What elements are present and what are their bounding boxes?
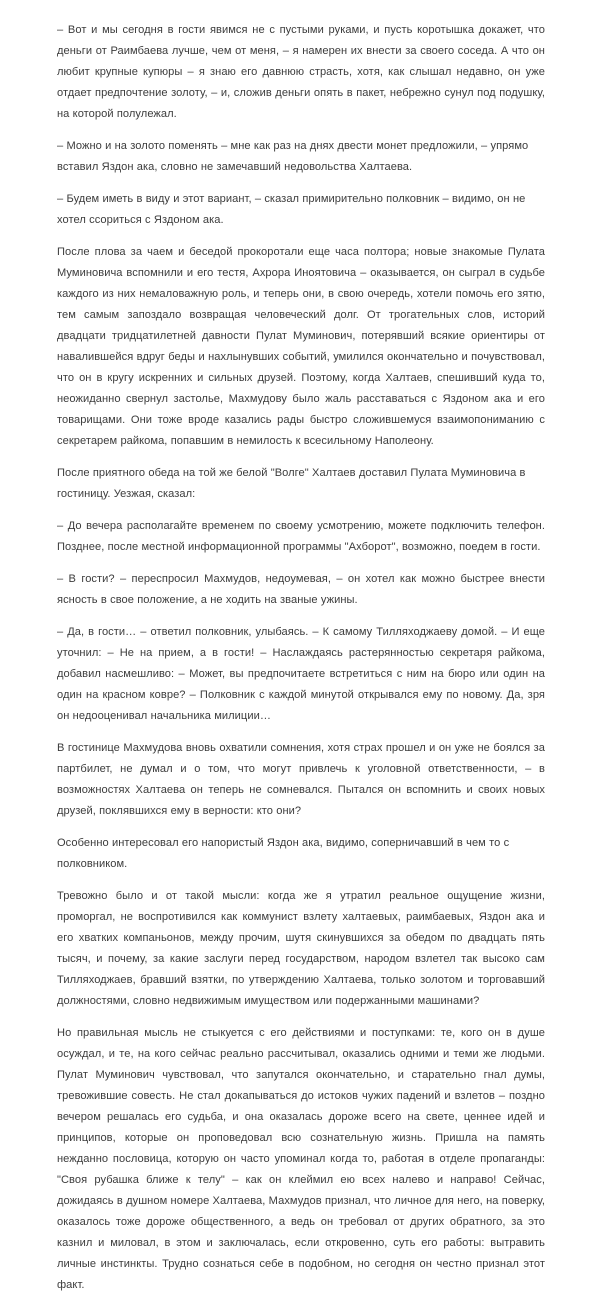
paragraph-8: – Да, в гости… – ответил полковник, улыбаясь. – К самому Тилляходжаеву домой. – И еще уточнил: – Не на прием, а в гости! – Наслаждаясь растерянностью секретаря райкома, добавил насмешливо: – Может, вы предпочитаете встретиться с ним на бюро или один на один на красном ковре? – Полковник с каждой минутой открывался ему по новому. Да, зря он недооценивал начальника милиции… [57,626,545,722]
paragraph-6: – До вечера располагайте временем по своему усмотрению, можете подключить телефон. Позднее, после местной информационной программы "Ахборот", возможно, поедем в гости. [57,520,545,553]
document-text-body [57,20,545,1296]
paragraph-11: Тревожно было и от такой мысли: когда же я утратил реальное ощущение жизни, проморгал, не воспротивился как коммунист взлету халтаевых, раимбаевых, Яздон ака и его хватких компаньонов, между прочим, шутя скинувшихся за обедом по двадцать пять тысяч, и почему, за какие заслуги перед государством, народом взлетел так высоко сам Тилляходжаев, бравший взятки, по утверждению Халтаева, только золотом и торговавший должностями, словно недвижимым имуществом или подержанными машинами? [57,890,545,1007]
paragraph-9: В гостинице Махмудова вновь охватили сомнения, хотя страх прошел и он уже не боялся за партбилет, не думал и о том, что могут привлечь к уголовной ответственности, – в возможностях Халтаева он теперь не сомневался. Пытался он вспомнить и своих новых друзей, поклявшихся ему в верности: кто они? [57,742,545,817]
paragraph-1: – Вот и мы сегодня в гости явимся не с пустыми руками, и пусть коротышка докажет, что деньги от Раимбаева лучше, чем от меня, – я намерен их внести за своего соседа. А что он любит крупные купюры – я знаю его давнюю страсть, хотя, как слышал недавно, он уже отдает предпочтение золоту, – и, сложив деньги опять в пакет, небрежно сунул под подушку, на которой полулежал. [57,24,545,120]
paragraph-4: После плова за чаем и беседой прокоротали еще часа полтора; новые знакомые Пулата Муминовича вспомнили и его тестя, Ахрора Иноятовича – оказывается, он сыграл в судьбе каждого из них немаловажную роль, и теперь они, в свою очередь, хотели помочь его зятю, тем самым запоздало возвращая человеческий долг. От трогательных слов, историй двадцати тридцатилетней давности Пулат Муминович, потерявший всякие ориентиры от навалившейся вдруг беды и нахлынувших событий, умилился окончательно и почувствовал, что он в кругу искренних и сильных друзей. Поэтому, когда Халтаев, спешивший куда то, неожиданно свернул застолье, Махмудову было жаль расставаться с Яздоном ака и его товарищами. Они тоже вроде казались рады быстро сложившемуся взаимопониманию с секретарем райкома, попавшим в немилость к всесильному Наполеону. [57,246,545,447]
paragraph-2: – Можно и на золото поменять – мне как раз на днях двести монет предложили, – упрямо вставил Яздон ака, словно не замечавший недовольства Халтаева. [57,140,529,173]
paragraph-7: – В гости? – переспросил Махмудов, недоумевая, – он хотел как можно быстрее внести ясность в свое положение, а не ходить на званые ужины. [57,573,545,606]
paragraph-12: Но правильная мысль не стыкуется с его действиями и поступками: те, кого он в душе осуждал, и те, на кого сейчас реально рассчитывал, оказались одними и теми же людьми. Пулат Муминович чувствовал, что запутался окончательно, и старательно гнал думы, тревожившие совесть. Не стал докапываться до истоков чужих падений и взлетов – поздно вечером решалась его судьба, и она оказалась дороже всего на свете, ценнее идей и принципов, которые он проповедовал всю сознательную жизнь. Пришла на память нежданно пословица, которую он часто упоминал когда то, работая в отделе пропаганды: "Своя рубашка ближе к телу" – как он клеймил ею всех налево и направо! Сейчас, дожидаясь в душном номере Халтаева, Махмудов признал, что личное для него, на поверку, оказалось тоже дороже общественного, а ведь он требовал от других обратного, за это казнил и миловал, в этом и заключалась, если откровенно, суть его работы: вытравить личные инстинкты. Трудно сознаться себе в подобном, но сегодня он честно признал этот факт. [57,1027,545,1291]
paragraph-10: Особенно интересовал его напористый Яздон ака, видимо, соперничавший в чем то с полковником. [57,837,510,870]
paragraph-3: – Будем иметь в виду и этот вариант, – сказал примирительно полковник – видимо, он не хотел ссориться с Яздоном ака. [57,193,526,226]
paragraph-5: После приятного обеда на той же белой "Волге" Халтаев доставил Пулата Муминовича в гостиницу. Уезжая, сказал: [57,467,526,500]
